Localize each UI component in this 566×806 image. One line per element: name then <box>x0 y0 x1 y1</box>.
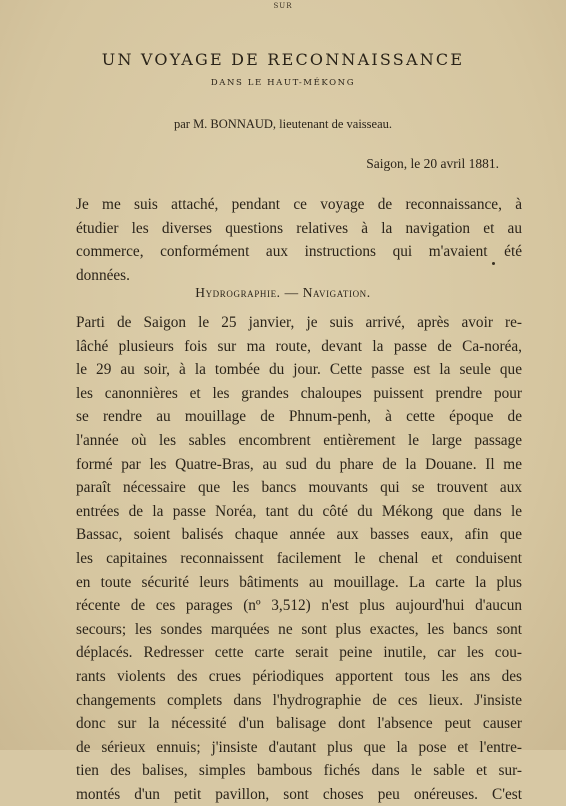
text-line: en toute sécurité leurs bâtiments au mouillage. La carte la plus <box>76 573 522 591</box>
text-line: tien des balises, simples bambous fichés dans le sable et sur- <box>76 762 522 780</box>
article-subtitle: DANS LE HAUT-MÉKONG <box>210 78 356 88</box>
text-line: de sérieux ennuis; j'insiste d'autant plus que la pose et l'entre- <box>76 738 522 756</box>
text-line: données. <box>76 266 130 284</box>
text-line: déplacés. Redresser cette carte serait peine inutile, car les cou- <box>76 644 522 662</box>
intro-paragraph <box>76 193 522 287</box>
text-line: donc sur la nécessité d'un balisage dont l'absence peut causer <box>76 715 522 733</box>
text-line: rants violents des crues périodiques apportent tous les ans des <box>76 667 522 685</box>
date-line: Saigon, le 20 avril 1881. <box>366 156 499 171</box>
text-line: commerce, conformément aux instructions qui m'avaient été <box>76 243 522 261</box>
text-line: entrées de la passe Noréa, tant du côté du Mékong que dans le <box>76 502 522 520</box>
body-paragraph <box>76 311 522 806</box>
text-line: paraît nécessaire que les bancs mouvants qui se trouvent aux <box>76 479 522 497</box>
article-title: UN VOYAGE DE RECONNAISSANCE <box>101 50 465 69</box>
text-line: changements complets dans l'hydrographie de ces lieux. J'insiste <box>76 691 522 709</box>
section-heading: Hydrographie. — Navigation. <box>195 285 371 300</box>
text-line: se rendre au mouillage de Phnum-penh, à cette époque de <box>76 408 522 426</box>
text-line: secours; les sondes marquées ne sont plus exactes, les bancs sont <box>76 620 522 638</box>
text-line: montés d'un petit pavillon, sont choses peu onéreuses. C'est <box>76 785 522 803</box>
text-line: les canonnières et les grandes chaloupes puissent prendre pour <box>76 384 522 402</box>
author-line: par M. BONNAUD, lieutenant de vaisseau. <box>173 117 392 131</box>
text-line: Je me suis attaché, pendant ce voyage de reconnaissance, à <box>76 196 522 213</box>
text-line: les capitaines reconnaissent facilement le chenal et conduisent <box>76 549 522 567</box>
text-line: Parti de Saigon le 25 janvier, je suis arrivé, après avoir re- <box>76 314 522 331</box>
text-line: étudier les diverses questions relatives à la navigation et au <box>76 219 522 237</box>
running-head: SUR <box>273 2 293 10</box>
text-line: Bassac, soient balisés chaque année aux basses eaux, afin que <box>76 526 522 544</box>
text-line: lâché plusieurs fois sur ma route, devant la passe de Ca-noréa, <box>76 337 522 355</box>
paper-speck <box>492 262 495 265</box>
text-line: formé par les Quatre-Bras, au sud du phare de la Douane. Il me <box>76 455 522 473</box>
text-line: récente de ces parages (nº 3,512) n'est plus aujourd'hui d'aucun <box>76 597 522 615</box>
text-line: l'année où les sables encombrent entièrement le large passage <box>76 431 522 449</box>
text-line: le 29 au soir, à la tombée du jour. Cette passe est la seule que <box>76 361 522 379</box>
